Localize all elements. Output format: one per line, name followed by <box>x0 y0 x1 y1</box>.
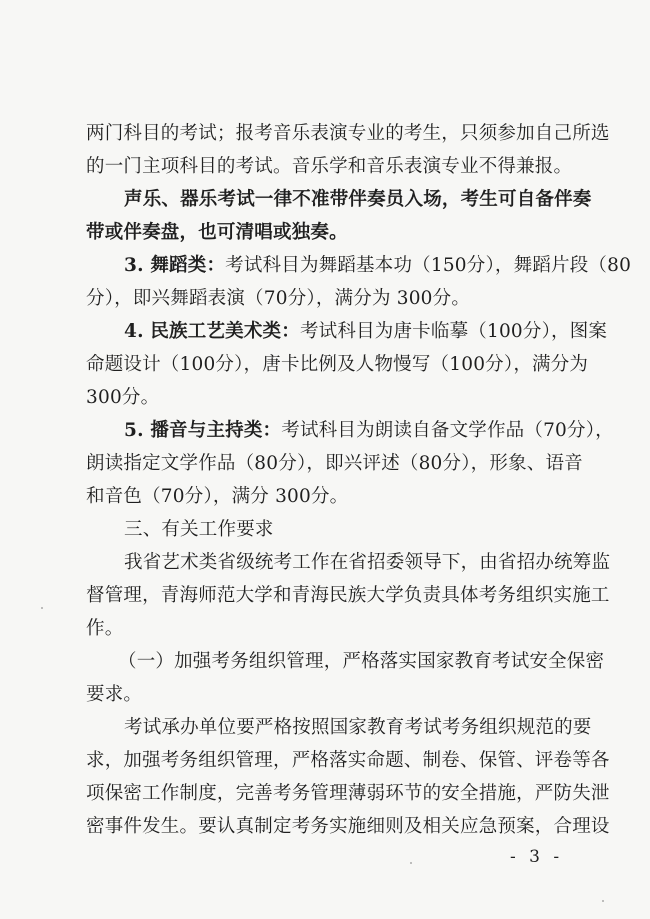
bold-note-line: 声乐、器乐考试一律不准带伴奏员入场，考生可自备伴奏 <box>124 189 592 210</box>
body-text-line: 求，加强考务组织管理，严格落实命题、制卷、保管、评卷等各 <box>86 750 610 771</box>
body-text-line: 项保密工作制度，完善考务管理薄弱环节的安全措施，严防失泄 <box>86 783 610 804</box>
body-text-line: 考试承办单位要严格按照国家教育考试考务组织规范的要 <box>124 717 592 738</box>
body-text-line: 密事件发生。要认真制定考务实施细则及相关应急预案，合理设 <box>86 816 610 837</box>
body-text-line: 我省艺术类省级统考工作在省招委领导下，由省招办统筹监 <box>124 552 611 573</box>
scan-speck <box>410 862 412 864</box>
page-number: - 3 - <box>510 847 564 867</box>
section-heading: 三、有关工作要求 <box>124 519 274 540</box>
body-text-line: 督管理，青海师范大学和青海民族大学负责具体考务组织实施工 <box>86 585 610 606</box>
body-text-line: 300分。 <box>86 387 160 408</box>
body-text-line: 命题设计（100分），唐卡比例及人物慢写（100分），满分为 <box>86 354 589 375</box>
body-text-span: 考试科目为朗读自备文学作品（70分）， <box>281 420 614 441</box>
body-text-line: 分），即兴舞蹈表演（70分），满分为 300分。 <box>86 288 471 309</box>
body-text-line: 的一门主项科目的考试。音乐学和音乐表演专业不得兼报。 <box>86 156 573 177</box>
body-text-line: 作。 <box>86 618 124 639</box>
subsection-heading-cont: 要求。 <box>86 684 143 705</box>
bold-note-line: 带或伴奏盘，也可清唱或独奏。 <box>86 222 348 243</box>
broadcasting-category <box>124 419 614 443</box>
body-text-span: 考试科目为舞蹈基本功（150分），舞蹈片段（80 <box>225 255 632 276</box>
body-text-line: 和音色（70分），满分 300分。 <box>86 486 349 507</box>
scan-speck <box>41 607 43 609</box>
section-lead: 4. 民族工艺美术类： <box>124 321 300 342</box>
body-text-line: 两门科目的考试；报考音乐表演专业的考生，只须参加自己所选 <box>86 123 610 144</box>
section-lead: 3. 舞蹈类： <box>124 255 226 276</box>
section-lead: 5. 播音与主持类： <box>124 420 282 441</box>
body-text-span: 考试科目为唐卡临摹（100分），图案 <box>299 321 608 342</box>
scan-speck <box>602 900 604 902</box>
ethnic-craft-category <box>124 320 607 344</box>
body-text-line: 朗读指定文学作品（80分），即兴评述（80分），形象、语音 <box>86 453 583 474</box>
dance-category <box>124 254 631 278</box>
subsection-heading: （一）加强考务组织管理，严格落实国家教育考试安全保密 <box>118 651 605 672</box>
